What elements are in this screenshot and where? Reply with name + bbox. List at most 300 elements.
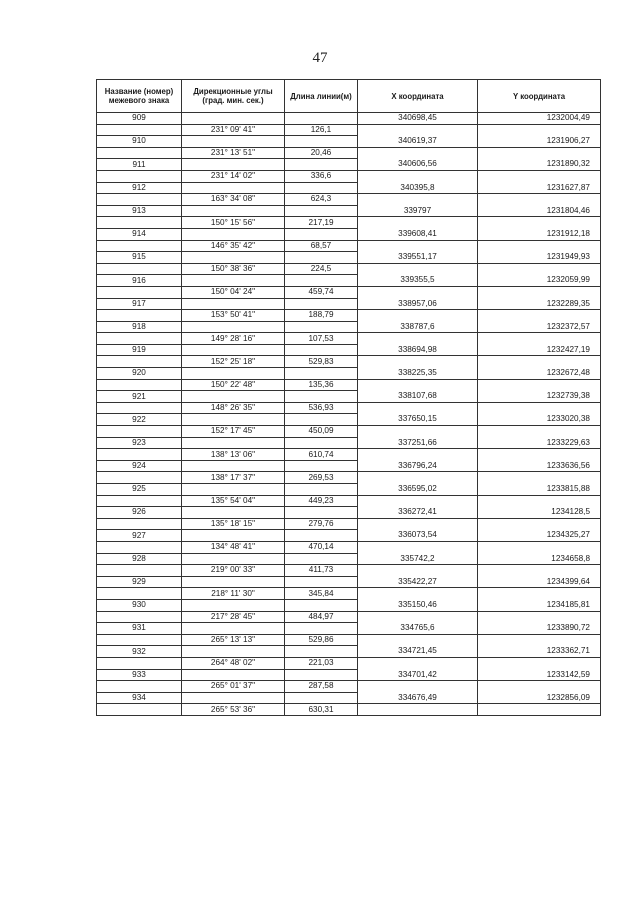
empty-cell <box>182 414 285 426</box>
empty-cell <box>182 136 285 148</box>
empty-cell <box>182 275 285 287</box>
direction-angle-cell: 219° 00' 33" <box>182 565 285 577</box>
table-row <box>97 240 601 252</box>
empty-cell <box>358 449 478 461</box>
line-length-cell: 536,93 <box>285 402 358 414</box>
empty-cell <box>182 113 285 125</box>
direction-angle-cell: 138° 13' 06" <box>182 449 285 461</box>
direction-angle-cell: 134° 48' 41" <box>182 541 285 553</box>
marker-name-cell: 923 <box>97 437 182 449</box>
line-length-cell: 529,83 <box>285 356 358 368</box>
empty-cell <box>97 565 182 577</box>
marker-name-cell: 912 <box>97 182 182 194</box>
direction-angle-cell: 265° 13' 13" <box>182 634 285 646</box>
empty-cell <box>478 704 601 716</box>
empty-cell <box>285 599 358 611</box>
line-length-cell: 221,03 <box>285 657 358 669</box>
y-coordinate-cell: 1233020,38 <box>478 414 601 426</box>
empty-cell <box>478 681 601 693</box>
table-row <box>97 182 601 194</box>
x-coordinate-cell: 336796,24 <box>358 460 478 472</box>
line-length-cell: 107,53 <box>285 333 358 345</box>
empty-cell <box>358 310 478 322</box>
empty-cell <box>182 507 285 519</box>
table-row <box>97 159 601 171</box>
y-coordinate-cell: 1233362,71 <box>478 646 601 658</box>
empty-cell <box>358 611 478 623</box>
empty-cell <box>285 205 358 217</box>
empty-cell <box>285 182 358 194</box>
marker-name-cell: 920 <box>97 368 182 380</box>
table-row <box>97 310 601 322</box>
empty-cell <box>97 449 182 461</box>
empty-cell <box>285 623 358 635</box>
marker-name-cell: 924 <box>97 460 182 472</box>
y-coordinate-cell: 1231949,93 <box>478 252 601 264</box>
marker-name-cell: 925 <box>97 484 182 496</box>
empty-cell <box>97 147 182 159</box>
empty-cell <box>97 634 182 646</box>
y-coordinate-cell: 1233142,59 <box>478 669 601 681</box>
empty-cell <box>358 217 478 229</box>
empty-cell <box>182 669 285 681</box>
empty-cell <box>285 298 358 310</box>
empty-cell <box>358 495 478 507</box>
y-coordinate-cell: 1234128,5 <box>478 507 601 519</box>
direction-angle-cell: 150° 38' 36" <box>182 263 285 275</box>
table-row <box>97 541 601 553</box>
direction-angle-cell: 218° 11' 30" <box>182 588 285 600</box>
empty-cell <box>285 460 358 472</box>
empty-cell <box>285 484 358 496</box>
table-row <box>97 704 601 716</box>
empty-cell <box>97 495 182 507</box>
table-row <box>97 275 601 287</box>
empty-cell <box>478 611 601 623</box>
empty-cell <box>97 217 182 229</box>
direction-angle-cell: 217° 28' 45" <box>182 611 285 623</box>
empty-cell <box>182 252 285 264</box>
x-coordinate-cell: 338225,35 <box>358 368 478 380</box>
direction-angle-cell: 265° 53' 36" <box>182 704 285 716</box>
x-coordinate-cell: 335742,2 <box>358 553 478 565</box>
empty-cell <box>182 228 285 240</box>
marker-name-cell: 921 <box>97 391 182 403</box>
direction-angle-cell: 149° 28' 16" <box>182 333 285 345</box>
empty-cell <box>358 402 478 414</box>
table-row <box>97 565 601 577</box>
y-coordinate-cell: 1232856,09 <box>478 692 601 704</box>
empty-cell <box>182 576 285 588</box>
empty-cell <box>358 333 478 345</box>
marker-name-cell: 928 <box>97 553 182 565</box>
empty-cell <box>358 565 478 577</box>
marker-name-cell: 932 <box>97 646 182 658</box>
marker-name-cell: 931 <box>97 623 182 635</box>
table-row <box>97 657 601 669</box>
line-length-cell: 279,76 <box>285 518 358 530</box>
direction-angle-cell: 231° 09' 41" <box>182 124 285 136</box>
empty-cell <box>478 217 601 229</box>
x-coordinate-cell: 336073,54 <box>358 530 478 542</box>
line-length-cell: 217,19 <box>285 217 358 229</box>
y-coordinate-cell: 1232289,35 <box>478 298 601 310</box>
empty-cell <box>182 205 285 217</box>
empty-cell <box>182 321 285 333</box>
empty-cell <box>182 391 285 403</box>
empty-cell <box>97 263 182 275</box>
empty-cell <box>358 657 478 669</box>
empty-cell <box>285 136 358 148</box>
x-coordinate-cell: 339551,17 <box>358 252 478 264</box>
empty-cell <box>285 344 358 356</box>
empty-cell <box>478 402 601 414</box>
direction-angle-cell: 264° 48' 02" <box>182 657 285 669</box>
x-coordinate-cell: 339355,5 <box>358 275 478 287</box>
empty-cell <box>285 646 358 658</box>
x-coordinate-cell: 337251,66 <box>358 437 478 449</box>
table-row <box>97 333 601 345</box>
y-coordinate-cell: 1234325,27 <box>478 530 601 542</box>
empty-cell <box>358 541 478 553</box>
empty-cell <box>97 611 182 623</box>
y-coordinate-cell: 1233815,88 <box>478 484 601 496</box>
empty-cell <box>285 159 358 171</box>
y-coordinate-cell: 1233636,56 <box>478 460 601 472</box>
y-coordinate-cell: 1233890,72 <box>478 623 601 635</box>
line-length-cell: 188,79 <box>285 310 358 322</box>
line-length-cell: 135,36 <box>285 379 358 391</box>
table-row <box>97 599 601 611</box>
x-coordinate-cell: 338787,6 <box>358 321 478 333</box>
table-row <box>97 344 601 356</box>
direction-angle-cell: 150° 22' 48" <box>182 379 285 391</box>
empty-cell <box>182 692 285 704</box>
empty-cell <box>478 426 601 438</box>
empty-cell <box>97 681 182 693</box>
x-coordinate-cell: 334721,45 <box>358 646 478 658</box>
empty-cell <box>97 518 182 530</box>
marker-name-cell: 909 <box>97 113 182 125</box>
empty-cell <box>358 147 478 159</box>
table-row <box>97 252 601 264</box>
table-row <box>97 298 601 310</box>
table-row <box>97 669 601 681</box>
empty-cell <box>285 275 358 287</box>
empty-cell <box>182 599 285 611</box>
empty-cell <box>478 657 601 669</box>
marker-name-cell: 913 <box>97 205 182 217</box>
marker-name-cell: 933 <box>97 669 182 681</box>
direction-angle-cell: 148° 26' 35" <box>182 402 285 414</box>
table-row <box>97 217 601 229</box>
table-row <box>97 460 601 472</box>
direction-angle-cell: 231° 14' 02" <box>182 170 285 182</box>
direction-angle-cell: 135° 54' 04" <box>182 495 285 507</box>
table-row <box>97 286 601 298</box>
table-row <box>97 402 601 414</box>
x-coordinate-cell: 338957,06 <box>358 298 478 310</box>
y-coordinate-cell: 1232004,49 <box>478 113 601 125</box>
empty-cell <box>97 194 182 206</box>
header-direction-angle: Дирекционные углы (град. мин. сек.) <box>182 80 285 113</box>
y-coordinate-cell: 1231890,32 <box>478 159 601 171</box>
x-coordinate-cell: 339608,41 <box>358 228 478 240</box>
empty-cell <box>478 333 601 345</box>
empty-cell <box>478 495 601 507</box>
empty-cell <box>478 286 601 298</box>
marker-name-cell: 915 <box>97 252 182 264</box>
empty-cell <box>182 344 285 356</box>
line-length-cell: 336,6 <box>285 170 358 182</box>
line-length-cell: 345,84 <box>285 588 358 600</box>
table-row <box>97 147 601 159</box>
line-length-cell: 529,86 <box>285 634 358 646</box>
marker-name-cell: 910 <box>97 136 182 148</box>
empty-cell <box>358 240 478 252</box>
direction-angle-cell: 265° 01' 37" <box>182 681 285 693</box>
empty-cell <box>478 310 601 322</box>
marker-name-cell: 922 <box>97 414 182 426</box>
table-row <box>97 518 601 530</box>
empty-cell <box>358 472 478 484</box>
line-length-cell: 269,53 <box>285 472 358 484</box>
x-coordinate-cell: 340606,56 <box>358 159 478 171</box>
line-length-cell: 20,46 <box>285 147 358 159</box>
empty-cell <box>358 286 478 298</box>
table-row <box>97 321 601 333</box>
table-row <box>97 576 601 588</box>
line-length-cell: 287,58 <box>285 681 358 693</box>
table-row <box>97 449 601 461</box>
direction-angle-cell: 152° 25' 18" <box>182 356 285 368</box>
empty-cell <box>182 298 285 310</box>
empty-cell <box>478 147 601 159</box>
empty-cell <box>285 530 358 542</box>
empty-cell <box>358 356 478 368</box>
empty-cell <box>285 437 358 449</box>
table-row <box>97 113 601 125</box>
empty-cell <box>478 541 601 553</box>
x-coordinate-cell: 338107,68 <box>358 391 478 403</box>
empty-cell <box>182 368 285 380</box>
marker-name-cell: 919 <box>97 344 182 356</box>
line-length-cell: 610,74 <box>285 449 358 461</box>
direction-angle-cell: 135° 18' 15" <box>182 518 285 530</box>
x-coordinate-cell: 334701,42 <box>358 669 478 681</box>
empty-cell <box>97 356 182 368</box>
table-row <box>97 136 601 148</box>
empty-cell <box>285 228 358 240</box>
table-row <box>97 692 601 704</box>
empty-cell <box>285 252 358 264</box>
marker-name-cell: 918 <box>97 321 182 333</box>
y-coordinate-cell: 1232739,38 <box>478 391 601 403</box>
table-row <box>97 507 601 519</box>
table-row <box>97 484 601 496</box>
line-length-cell: 470,14 <box>285 541 358 553</box>
y-coordinate-cell: 1231912,18 <box>478 228 601 240</box>
empty-cell <box>478 170 601 182</box>
empty-cell <box>182 159 285 171</box>
marker-name-cell: 927 <box>97 530 182 542</box>
empty-cell <box>182 646 285 658</box>
empty-cell <box>358 263 478 275</box>
line-length-cell: 68,57 <box>285 240 358 252</box>
empty-cell <box>97 170 182 182</box>
table-row <box>97 681 601 693</box>
header-line-length: Длина линии(м) <box>285 80 358 113</box>
y-coordinate-cell: 1232372,57 <box>478 321 601 333</box>
marker-name-cell: 930 <box>97 599 182 611</box>
line-length-cell: 459,74 <box>285 286 358 298</box>
marker-name-cell: 916 <box>97 275 182 287</box>
direction-angle-cell: 231° 13' 51" <box>182 147 285 159</box>
table-row <box>97 495 601 507</box>
x-coordinate-cell: 336595,02 <box>358 484 478 496</box>
empty-cell <box>358 194 478 206</box>
empty-cell <box>478 565 601 577</box>
table-row <box>97 194 601 206</box>
y-coordinate-cell: 1231906,27 <box>478 136 601 148</box>
header-y-coordinate: Y координата <box>478 80 601 113</box>
empty-cell <box>478 263 601 275</box>
x-coordinate-cell: 340698,45 <box>358 113 478 125</box>
empty-cell <box>285 391 358 403</box>
x-coordinate-cell: 336272,41 <box>358 507 478 519</box>
direction-angle-cell: 150° 15' 56" <box>182 217 285 229</box>
boundary-coordinates-table <box>96 79 601 716</box>
table-row <box>97 263 601 275</box>
marker-name-cell: 914 <box>97 228 182 240</box>
table-header-row <box>97 80 601 113</box>
empty-cell <box>358 170 478 182</box>
line-length-cell: 624,3 <box>285 194 358 206</box>
empty-cell <box>358 634 478 646</box>
table-row <box>97 530 601 542</box>
y-coordinate-cell: 1232427,19 <box>478 344 601 356</box>
empty-cell <box>97 472 182 484</box>
empty-cell <box>97 286 182 298</box>
line-length-cell: 449,23 <box>285 495 358 507</box>
empty-cell <box>285 368 358 380</box>
empty-cell <box>358 704 478 716</box>
y-coordinate-cell: 1234185,81 <box>478 599 601 611</box>
empty-cell <box>97 426 182 438</box>
direction-angle-cell: 146° 35' 42" <box>182 240 285 252</box>
page-number: 47 <box>312 50 328 66</box>
header-marker-name: Название (номер) межевого знака <box>97 80 182 113</box>
table-row <box>97 426 601 438</box>
y-coordinate-cell: 1231804,46 <box>478 205 601 217</box>
line-length-cell: 224,5 <box>285 263 358 275</box>
x-coordinate-cell: 339797 <box>358 205 478 217</box>
empty-cell <box>285 576 358 588</box>
table-row <box>97 391 601 403</box>
line-length-cell: 630,31 <box>285 704 358 716</box>
empty-cell <box>97 124 182 136</box>
empty-cell <box>285 692 358 704</box>
x-coordinate-cell: 340619,37 <box>358 136 478 148</box>
table-row <box>97 379 601 391</box>
header-x-coordinate: X координата <box>358 80 478 113</box>
empty-cell <box>97 657 182 669</box>
empty-cell <box>97 588 182 600</box>
table-row <box>97 414 601 426</box>
empty-cell <box>97 333 182 345</box>
table-row <box>97 437 601 449</box>
empty-cell <box>478 124 601 136</box>
marker-name-cell: 917 <box>97 298 182 310</box>
empty-cell <box>182 460 285 472</box>
direction-angle-cell: 138° 17' 37" <box>182 472 285 484</box>
empty-cell <box>182 530 285 542</box>
table-row <box>97 588 601 600</box>
marker-name-cell: 934 <box>97 692 182 704</box>
x-coordinate-cell: 335150,46 <box>358 599 478 611</box>
empty-cell <box>285 321 358 333</box>
empty-cell <box>97 704 182 716</box>
empty-cell <box>97 402 182 414</box>
table-row <box>97 634 601 646</box>
table-row <box>97 170 601 182</box>
direction-angle-cell: 153° 50' 41" <box>182 310 285 322</box>
empty-cell <box>358 681 478 693</box>
empty-cell <box>478 634 601 646</box>
empty-cell <box>285 113 358 125</box>
y-coordinate-cell: 1234658,8 <box>478 553 601 565</box>
empty-cell <box>478 379 601 391</box>
empty-cell <box>97 541 182 553</box>
marker-name-cell: 911 <box>97 159 182 171</box>
empty-cell <box>478 449 601 461</box>
x-coordinate-cell: 338694,98 <box>358 344 478 356</box>
empty-cell <box>358 379 478 391</box>
empty-cell <box>182 484 285 496</box>
empty-cell <box>97 240 182 252</box>
direction-angle-cell: 152° 17' 45" <box>182 426 285 438</box>
marker-name-cell: 926 <box>97 507 182 519</box>
y-coordinate-cell: 1234399,64 <box>478 576 601 588</box>
x-coordinate-cell: 337650,15 <box>358 414 478 426</box>
direction-angle-cell: 163° 34' 08" <box>182 194 285 206</box>
table-row <box>97 205 601 217</box>
table-body <box>97 113 601 716</box>
line-length-cell: 450,09 <box>285 426 358 438</box>
empty-cell <box>285 553 358 565</box>
x-coordinate-cell: 334765,6 <box>358 623 478 635</box>
table-row <box>97 472 601 484</box>
x-coordinate-cell: 340395,8 <box>358 182 478 194</box>
empty-cell <box>358 518 478 530</box>
table-row <box>97 611 601 623</box>
empty-cell <box>182 182 285 194</box>
empty-cell <box>478 472 601 484</box>
empty-cell <box>285 507 358 519</box>
empty-cell <box>182 437 285 449</box>
y-coordinate-cell: 1233229,63 <box>478 437 601 449</box>
empty-cell <box>478 240 601 252</box>
empty-cell <box>358 588 478 600</box>
direction-angle-cell: 150° 04' 24" <box>182 286 285 298</box>
line-length-cell: 484,97 <box>285 611 358 623</box>
empty-cell <box>358 426 478 438</box>
empty-cell <box>285 414 358 426</box>
empty-cell <box>285 669 358 681</box>
empty-cell <box>182 623 285 635</box>
empty-cell <box>97 379 182 391</box>
table-row <box>97 356 601 368</box>
